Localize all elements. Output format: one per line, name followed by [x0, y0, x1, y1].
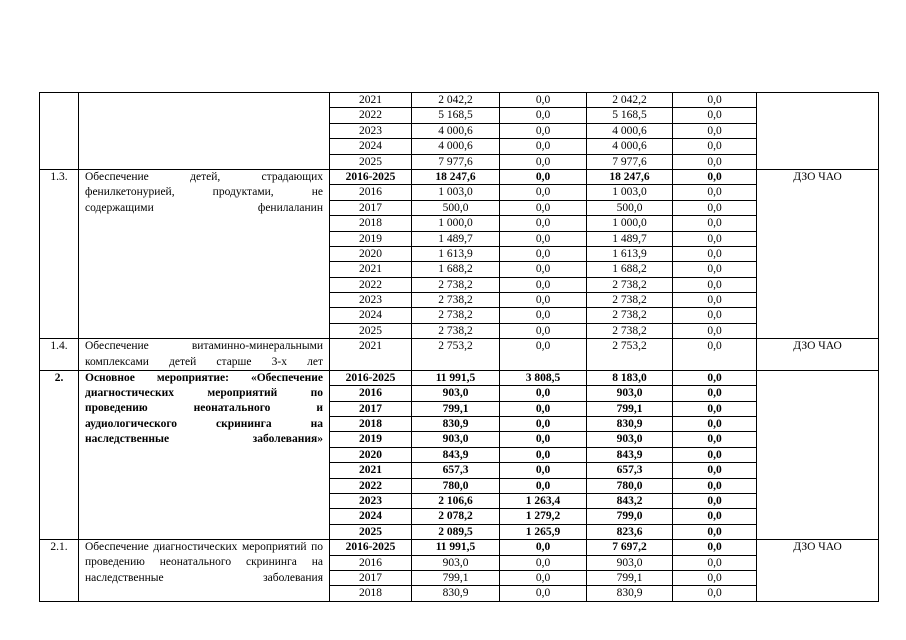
source-3-cell: 0,0	[673, 93, 757, 108]
source-3-cell: 0,0	[673, 154, 757, 169]
item-number: 1.4.	[40, 339, 79, 371]
total-cell: 500,0	[412, 200, 500, 215]
source-3-cell: 0,0	[673, 555, 757, 570]
source-3-cell: 0,0	[673, 478, 757, 493]
source-1-cell: 0,0	[500, 93, 587, 108]
responsible-cell	[757, 370, 879, 539]
year-cell: 2023	[330, 123, 412, 138]
total-cell: 11 991,5	[412, 370, 500, 385]
item-description	[79, 93, 330, 170]
source-3-cell: 0,0	[673, 308, 757, 323]
total-cell: 11 991,5	[412, 540, 500, 555]
year-cell: 2021	[330, 93, 412, 108]
total-cell: 799,1	[412, 401, 500, 416]
source-1-cell: 0,0	[500, 246, 587, 261]
source-3-cell: 0,0	[673, 216, 757, 231]
item-number: 2.1.	[40, 540, 79, 602]
table-row	[40, 93, 879, 108]
table-row	[40, 370, 879, 385]
year-cell: 2025	[330, 323, 412, 338]
total-cell: 4 000,6	[412, 139, 500, 154]
total-cell: 4 000,6	[412, 123, 500, 138]
total-cell: 830,9	[412, 417, 500, 432]
total-cell: 2 738,2	[412, 308, 500, 323]
source-1-cell: 0,0	[500, 339, 587, 371]
source-1-cell: 0,0	[500, 154, 587, 169]
source-2-cell: 843,2	[587, 493, 673, 508]
program-financing-table	[39, 92, 879, 602]
total-cell: 1 613,9	[412, 246, 500, 261]
responsible-cell: ДЗО ЧАО	[757, 540, 879, 602]
source-3-cell: 0,0	[673, 200, 757, 215]
year-cell: 2017	[330, 570, 412, 585]
total-cell: 780,0	[412, 478, 500, 493]
source-3-cell: 0,0	[673, 139, 757, 154]
year-cell: 2020	[330, 447, 412, 462]
source-2-cell: 843,9	[587, 447, 673, 462]
source-2-cell: 8 183,0	[587, 370, 673, 385]
year-cell: 2020	[330, 246, 412, 261]
source-2-cell: 2 753,2	[587, 339, 673, 371]
source-1-cell: 0,0	[500, 216, 587, 231]
source-1-cell: 0,0	[500, 277, 587, 292]
responsible-cell	[757, 93, 879, 170]
responsible-cell: ДЗО ЧАО	[757, 169, 879, 338]
source-1-cell: 0,0	[500, 463, 587, 478]
source-2-cell: 799,0	[587, 509, 673, 524]
total-cell: 5 168,5	[412, 108, 500, 123]
total-cell: 830,9	[412, 586, 500, 601]
source-2-cell: 4 000,6	[587, 139, 673, 154]
total-cell: 2 738,2	[412, 323, 500, 338]
source-2-cell: 903,0	[587, 432, 673, 447]
total-cell: 903,0	[412, 555, 500, 570]
total-cell: 2 078,2	[412, 509, 500, 524]
source-3-cell: 0,0	[673, 323, 757, 338]
source-3-cell: 0,0	[673, 108, 757, 123]
source-1-cell: 0,0	[500, 169, 587, 184]
year-cell: 2025	[330, 524, 412, 539]
source-1-cell: 1 265,9	[500, 524, 587, 539]
source-3-cell: 0,0	[673, 586, 757, 601]
source-2-cell: 1 000,0	[587, 216, 673, 231]
source-3-cell: 0,0	[673, 386, 757, 401]
item-description: Обеспечение детей, страдающих фенилкетонурией, продуктами, не содержащими фенилаланин	[79, 169, 330, 338]
source-3-cell: 0,0	[673, 370, 757, 385]
source-1-cell: 0,0	[500, 447, 587, 462]
year-cell: 2017	[330, 200, 412, 215]
source-3-cell: 0,0	[673, 509, 757, 524]
source-1-cell: 0,0	[500, 200, 587, 215]
year-cell: 2023	[330, 293, 412, 308]
total-cell: 903,0	[412, 432, 500, 447]
year-cell: 2022	[330, 277, 412, 292]
source-2-cell: 2 738,2	[587, 277, 673, 292]
source-3-cell: 0,0	[673, 169, 757, 184]
total-cell: 657,3	[412, 463, 500, 478]
source-2-cell: 1 003,0	[587, 185, 673, 200]
source-1-cell: 0,0	[500, 108, 587, 123]
year-cell: 2016	[330, 555, 412, 570]
table-row	[40, 169, 879, 184]
year-cell: 2024	[330, 308, 412, 323]
source-1-cell: 0,0	[500, 417, 587, 432]
source-3-cell: 0,0	[673, 493, 757, 508]
year-cell: 2018	[330, 216, 412, 231]
source-1-cell: 0,0	[500, 323, 587, 338]
item-description: Обеспечение витаминно-минеральными комплексами детей старше 3-х лет	[79, 339, 330, 371]
source-2-cell: 1 688,2	[587, 262, 673, 277]
total-cell: 2 089,5	[412, 524, 500, 539]
item-number: 2.	[40, 370, 79, 539]
source-1-cell: 0,0	[500, 540, 587, 555]
source-1-cell: 0,0	[500, 555, 587, 570]
item-description: Основное мероприятие: «Обеспечение диагностических мероприятий по проведению неонатального и аудиологического скрининга на наследственные заболевания»	[79, 370, 330, 539]
year-cell: 2022	[330, 108, 412, 123]
source-3-cell: 0,0	[673, 417, 757, 432]
source-2-cell: 2 738,2	[587, 308, 673, 323]
source-2-cell: 799,1	[587, 401, 673, 416]
source-1-cell: 0,0	[500, 432, 587, 447]
total-cell: 7 977,6	[412, 154, 500, 169]
source-1-cell: 0,0	[500, 586, 587, 601]
source-1-cell: 0,0	[500, 293, 587, 308]
source-1-cell: 0,0	[500, 123, 587, 138]
total-cell: 1 000,0	[412, 216, 500, 231]
source-1-cell: 0,0	[500, 308, 587, 323]
source-2-cell: 500,0	[587, 200, 673, 215]
total-cell: 1 003,0	[412, 185, 500, 200]
source-2-cell: 18 247,6	[587, 169, 673, 184]
source-2-cell: 823,6	[587, 524, 673, 539]
year-cell: 2016-2025	[330, 370, 412, 385]
year-cell: 2016-2025	[330, 540, 412, 555]
source-3-cell: 0,0	[673, 540, 757, 555]
source-3-cell: 0,0	[673, 246, 757, 261]
item-description: Обеспечение диагностических мероприятий по проведению неонатального скрининга на наследственные заболевания	[79, 540, 330, 602]
total-cell: 2 042,2	[412, 93, 500, 108]
total-cell: 2 106,6	[412, 493, 500, 508]
source-1-cell: 0,0	[500, 570, 587, 585]
source-1-cell: 1 263,4	[500, 493, 587, 508]
source-2-cell: 830,9	[587, 586, 673, 601]
total-cell: 2 753,2	[412, 339, 500, 371]
responsible-cell: ДЗО ЧАО	[757, 339, 879, 371]
year-cell: 2021	[330, 463, 412, 478]
total-cell: 799,1	[412, 570, 500, 585]
source-2-cell: 5 168,5	[587, 108, 673, 123]
source-3-cell: 0,0	[673, 277, 757, 292]
source-2-cell: 1 613,9	[587, 246, 673, 261]
source-3-cell: 0,0	[673, 262, 757, 277]
source-1-cell: 0,0	[500, 401, 587, 416]
source-2-cell: 903,0	[587, 386, 673, 401]
source-2-cell: 2 738,2	[587, 323, 673, 338]
year-cell: 2019	[330, 432, 412, 447]
year-cell: 2023	[330, 493, 412, 508]
source-2-cell: 657,3	[587, 463, 673, 478]
source-3-cell: 0,0	[673, 524, 757, 539]
source-2-cell: 830,9	[587, 417, 673, 432]
source-1-cell: 0,0	[500, 262, 587, 277]
year-cell: 2019	[330, 231, 412, 246]
year-cell: 2022	[330, 478, 412, 493]
source-1-cell: 0,0	[500, 478, 587, 493]
source-2-cell: 2 042,2	[587, 93, 673, 108]
total-cell: 2 738,2	[412, 277, 500, 292]
year-cell: 2024	[330, 509, 412, 524]
source-1-cell: 0,0	[500, 231, 587, 246]
total-cell: 18 247,6	[412, 169, 500, 184]
source-2-cell: 799,1	[587, 570, 673, 585]
year-cell: 2016	[330, 185, 412, 200]
source-1-cell: 0,0	[500, 185, 587, 200]
item-number: 1.3.	[40, 169, 79, 338]
source-2-cell: 2 738,2	[587, 293, 673, 308]
source-1-cell: 1 279,2	[500, 509, 587, 524]
total-cell: 1 489,7	[412, 231, 500, 246]
year-cell: 2017	[330, 401, 412, 416]
source-3-cell: 0,0	[673, 293, 757, 308]
year-cell: 2016	[330, 386, 412, 401]
source-3-cell: 0,0	[673, 463, 757, 478]
source-2-cell: 780,0	[587, 478, 673, 493]
source-2-cell: 7 697,2	[587, 540, 673, 555]
source-3-cell: 0,0	[673, 401, 757, 416]
source-1-cell: 0,0	[500, 386, 587, 401]
year-cell: 2016-2025	[330, 169, 412, 184]
source-3-cell: 0,0	[673, 432, 757, 447]
year-cell: 2025	[330, 154, 412, 169]
source-3-cell: 0,0	[673, 339, 757, 371]
year-cell: 2021	[330, 339, 412, 371]
item-number	[40, 93, 79, 170]
source-3-cell: 0,0	[673, 231, 757, 246]
source-3-cell: 0,0	[673, 123, 757, 138]
source-2-cell: 903,0	[587, 555, 673, 570]
total-cell: 843,9	[412, 447, 500, 462]
source-1-cell: 0,0	[500, 139, 587, 154]
source-1-cell: 3 808,5	[500, 370, 587, 385]
table-row	[40, 339, 879, 371]
source-3-cell: 0,0	[673, 185, 757, 200]
year-cell: 2024	[330, 139, 412, 154]
source-2-cell: 4 000,6	[587, 123, 673, 138]
source-3-cell: 0,0	[673, 570, 757, 585]
source-2-cell: 1 489,7	[587, 231, 673, 246]
total-cell: 1 688,2	[412, 262, 500, 277]
year-cell: 2018	[330, 586, 412, 601]
year-cell: 2021	[330, 262, 412, 277]
total-cell: 2 738,2	[412, 293, 500, 308]
total-cell: 903,0	[412, 386, 500, 401]
year-cell: 2018	[330, 417, 412, 432]
table-row	[40, 540, 879, 555]
source-3-cell: 0,0	[673, 447, 757, 462]
source-2-cell: 7 977,6	[587, 154, 673, 169]
